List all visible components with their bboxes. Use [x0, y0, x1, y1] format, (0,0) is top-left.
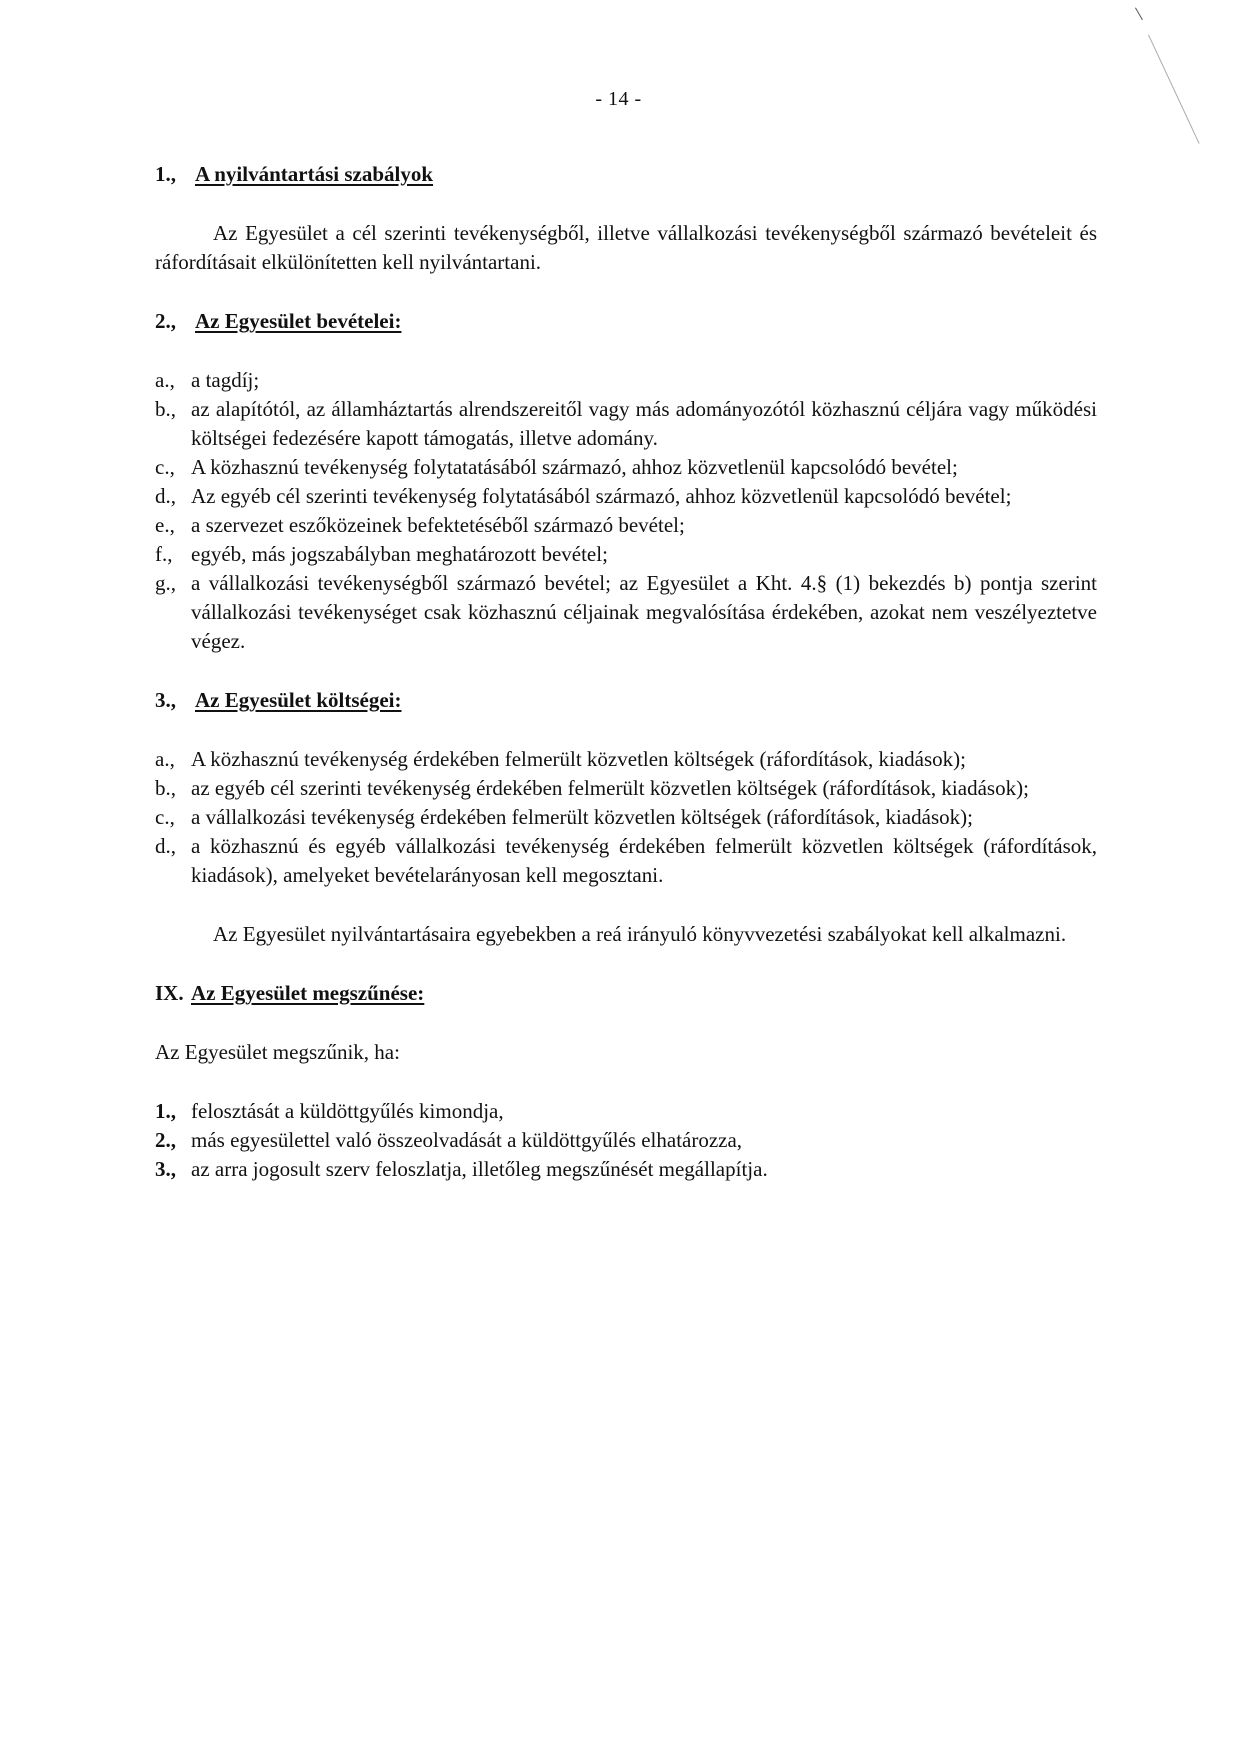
- list-item-text: a szervezet eszőközeinek befektetéséből származó bevétel;: [191, 513, 685, 537]
- list-marker: d.,: [155, 834, 176, 858]
- section-heading: [155, 307, 1097, 336]
- page-number: - 14 -: [595, 88, 642, 110]
- list-item-text: felosztását a küldöttgyűlés kimondja,: [191, 1099, 504, 1123]
- list-marker: f.,: [155, 542, 173, 566]
- list-marker: d.,: [155, 484, 176, 508]
- section-heading: [155, 979, 1097, 1008]
- list-item: [155, 745, 1097, 774]
- dissolution-list: [155, 1097, 1097, 1184]
- list-item: [155, 511, 1097, 540]
- list-marker: b.,: [155, 397, 176, 421]
- list-item: [155, 774, 1097, 803]
- list-item: [155, 395, 1097, 453]
- list-item-text: A közhasznú tevékenység érdekében felmerült közvetlen költségek (ráfordítások, kiadások);: [191, 747, 966, 771]
- list-item-text: Az egyéb cél szerinti tevékenység folytatásából származó, ahhoz közvetlenül kapcsolódó bevétel;: [191, 484, 1012, 508]
- scan-artifact-line: [1135, 8, 1143, 21]
- cost-list: [155, 745, 1097, 890]
- list-item-text: az alapítótól, az államháztartás alrendszereitől vagy más adományozótól közhasznú céljára vagy működési költségei fedezésére kapott támogatás, illetve adomány.: [191, 397, 1097, 450]
- section-heading: [155, 160, 1097, 189]
- list-item: [155, 482, 1097, 511]
- section-title: Az Egyesület költségei:: [195, 688, 402, 712]
- list-item: [155, 540, 1097, 569]
- list-marker: a.,: [155, 747, 175, 771]
- closing-paragraph: Az Egyesület nyilvántartásaira egyebekben a reá irányuló könyvvezetési szabályokat kell alkalmazni.: [213, 922, 1067, 946]
- list-marker: c.,: [155, 455, 175, 479]
- list-item: [155, 832, 1097, 890]
- list-item-text: az egyéb cél szerinti tevékenység érdekében felmerült közvetlen költségek (ráfordítások, kiadások);: [191, 776, 1029, 800]
- section-paragraph: Az Egyesület a cél szerinti tevékenységből, illetve vállalkozási tevékenységből származó bevételeit és ráfordításait elkülönítetten kell nyilvántartani.: [155, 221, 1097, 274]
- section-title: Az Egyesület bevételei:: [195, 309, 402, 333]
- list-item: [155, 1155, 1097, 1184]
- list-item-text: az arra jogosult szerv feloszlatja, illetőleg megszűnését megállapítja.: [191, 1157, 768, 1181]
- list-item: [155, 1126, 1097, 1155]
- list-marker: c.,: [155, 805, 175, 829]
- section-number: 2.,: [155, 309, 176, 333]
- list-marker: e.,: [155, 513, 175, 537]
- list-item: [155, 569, 1097, 656]
- section-number: 1.,: [155, 162, 176, 186]
- list-item-text: a tagdíj;: [191, 368, 260, 392]
- section-heading: [155, 686, 1097, 715]
- list-item-text: A közhasznú tevékenység folytatatásából származó, ahhoz közvetlenül kapcsolódó bevétel;: [191, 455, 958, 479]
- revenue-list: [155, 366, 1097, 656]
- section-title: A nyilvántartási szabályok: [195, 162, 434, 186]
- list-marker: 2.,: [155, 1128, 176, 1152]
- list-marker: g.,: [155, 571, 176, 595]
- list-item-text: egyéb, más jogszabályban meghatározott bevétel;: [191, 542, 608, 566]
- list-marker: 3.,: [155, 1157, 176, 1181]
- section-title: Az Egyesület megszűnése:: [191, 981, 425, 1005]
- section-number: 3.,: [155, 688, 176, 712]
- list-item: [155, 803, 1097, 832]
- list-item: [155, 453, 1097, 482]
- section-intro: Az Egyesület megszűnik, ha:: [155, 1040, 400, 1064]
- list-marker: 1.,: [155, 1099, 176, 1123]
- list-item-text: a közhasznú és egyéb vállalkozási tevékenység érdekében felmerült közvetlen költségek (ráfordítások, kiadások), amelyeket bevételarányosan kell megosztani.: [191, 834, 1097, 887]
- section-number: IX.: [155, 981, 184, 1005]
- list-item-text: a vállalkozási tevékenységből származó bevétel; az Egyesület a Kht. 4.§ (1) bekezdés b) pontja szerint vállalkozási tevékenységet csak közhasznú céljainak megvalósítása érdekében, azokat nem veszélyeztetve végez.: [191, 571, 1097, 653]
- list-item-text: a vállalkozási tevékenység érdekében felmerült közvetlen költségek (ráfordítások, kiadások);: [191, 805, 973, 829]
- list-item-text: más egyesülettel való összeolvadását a küldöttgyűlés elhatározza,: [191, 1128, 743, 1152]
- list-marker: b.,: [155, 776, 176, 800]
- document-body: [155, 160, 1097, 1184]
- list-marker: a.,: [155, 368, 175, 392]
- list-item: [155, 1097, 1097, 1126]
- list-item: [155, 366, 1097, 395]
